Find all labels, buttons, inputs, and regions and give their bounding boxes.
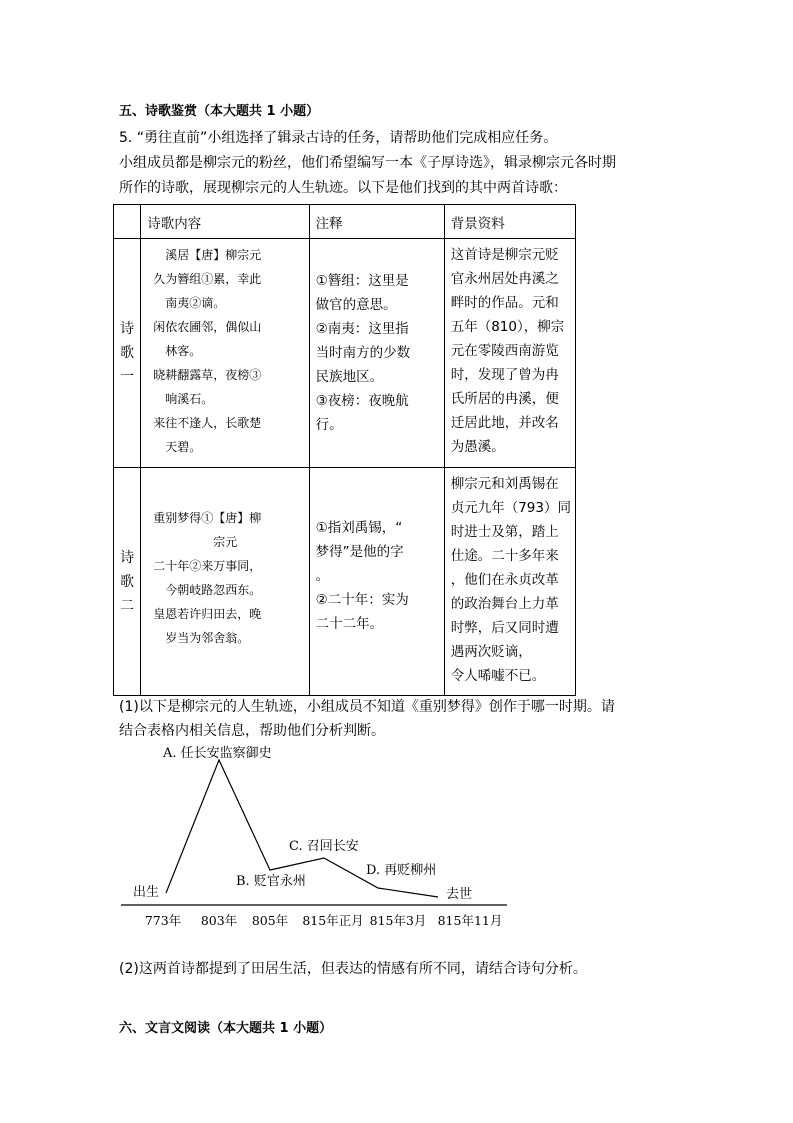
poem1-line: 天碧。 — [165, 440, 202, 454]
section6-title: 六、文言文阅读（本大题共 1 小题） — [119, 1021, 333, 1036]
row1-label-char: 一 — [120, 369, 135, 385]
poem2-line: 二十年②来万事同， — [153, 559, 262, 573]
poem2-bg-line: 遇两次贬谪， — [450, 644, 532, 660]
q5-desc-line2: 所作的诗歌，展现柳宗元的人生轨迹。以下是他们找到的其中两首诗歌： — [119, 180, 567, 196]
poem1-note-line: 做官的意思。 — [315, 297, 397, 313]
q1-line2: 结合表格内相关信息，帮助他们分析判断。 — [119, 723, 385, 739]
row2-label-char: 诗 — [120, 549, 135, 566]
poem2-bg-line: 柳宗元和刘禹锡在 — [450, 476, 559, 492]
point-label: D. 再贬柳州 — [366, 863, 437, 878]
poem1-bg-line: 元在零陵西南游览 — [450, 343, 559, 359]
poem2-note-line: 。 — [315, 568, 330, 584]
q1-line1: (1)以下是柳宗元的人生轨迹，小组成员不知道《重别梦得》创作于哪一时期。请 — [119, 699, 615, 715]
poem2-bg-line: 时进士及第，踏上 — [450, 524, 559, 540]
poem1-bg-line: 畔时的作品。元和 — [450, 295, 559, 311]
poem1-bg-line: 为愚溪。 — [450, 439, 505, 455]
q5-desc-line1: 小组成员都是柳宗元的粉丝，他们希望编写一本《子厚诗选》，辑录柳宗元各时期 — [119, 155, 616, 171]
poem2-bg-line: 仕途。二十多年来 — [450, 548, 559, 564]
poem1-line: 南夷②谪。 — [165, 296, 226, 310]
row2-label-char: 二 — [120, 597, 135, 614]
poem2-note-line: 梦得”是他的字 — [315, 544, 404, 560]
poem2-note-line: ①指刘禹锡，“ — [315, 520, 403, 536]
row2-label-char: 歌 — [120, 573, 135, 590]
poem2-title: 重别梦得①【唐】柳 — [153, 511, 262, 525]
poem1-bg-line: 迁居此地，并改名 — [450, 415, 559, 431]
poem1-line: 响溪石。 — [165, 392, 214, 406]
poem1-line: 久为簪组①累，幸此 — [153, 272, 262, 286]
chart-group — [121, 745, 507, 928]
poem2-bg-line: 的政治舞台上力革 — [450, 596, 559, 612]
poem1-note-line: 当时南方的少数 — [315, 345, 411, 361]
poem1-note-line: ③夜榜：夜晚航 — [315, 393, 409, 409]
x-tick-label: 815年正月 — [302, 913, 364, 928]
x-tick-label: 815年11月 — [437, 913, 503, 928]
poem1-line: 林客。 — [165, 344, 202, 358]
poem1-bg-line: 官永州居处冉溪之 — [450, 271, 559, 287]
header-notes: 注释 — [309, 205, 444, 239]
poem2-line: 岁当为邻舍翁。 — [165, 631, 250, 645]
poem1-line: 闲依农圃邻，偶似山 — [153, 320, 262, 334]
poem1-bg-line: 这首诗是柳宗元贬 — [450, 247, 559, 263]
x-tick-label: 815年3月 — [369, 913, 427, 928]
header-background: 背景资料 — [444, 205, 575, 239]
x-tick-label: 805年 — [251, 913, 289, 928]
poem1-note-line: ①簪组：这里是 — [315, 273, 409, 289]
point-label: C. 召回长安 — [289, 839, 359, 854]
poem2-note-line: ②二十年：实为 — [315, 592, 409, 608]
poem1-bg-line: 五年（810），柳宗 — [450, 319, 565, 335]
poem2-bg-line: 贞元九年（793）同 — [450, 500, 571, 516]
poem1-bg-line: 时，发现了曾为冉 — [450, 367, 559, 383]
header-poem-content: 诗歌内容 — [141, 205, 309, 239]
point-label: A. 任长安监察御史 — [163, 746, 272, 761]
poem2-bg-line: 时弊，后又同时遭 — [450, 620, 559, 636]
poem1-title: 溪居【唐】柳宗元 — [165, 248, 262, 262]
poem2-line: 今朝岐路忽西东。 — [165, 583, 262, 597]
poem2-author: 宗元 — [213, 535, 238, 549]
q2-text: (2)这两首诗都提到了田居生活，但表达的情感有所不同，请结合诗句分析。 — [119, 961, 587, 977]
row1-label-char: 歌 — [120, 345, 135, 361]
x-tick-label: 803年 — [200, 913, 238, 928]
poem2-bg-line: 令人唏嘘不已。 — [450, 668, 546, 684]
row1-label-char: 诗 — [120, 321, 135, 337]
poem1-note-line: ②南夷：这里指 — [315, 321, 409, 337]
poem1-line: 晓耕翻露草，夜榜③ — [153, 368, 262, 382]
section5-title: 五、诗歌鉴赏（本大题共 1 小题） — [119, 104, 320, 119]
poem2-bg-line: ，他们在永贞改革 — [450, 572, 559, 588]
point-label: 去世 — [446, 887, 473, 902]
poem1-note-line: 民族地区。 — [315, 369, 384, 385]
q5-intro: 5. “勇往直前”小组选择了辑录古诗的任务，请帮助他们完成相应任务。 — [119, 130, 558, 146]
poem2-line: 皇恩若许归田去，晚 — [153, 607, 262, 621]
poem2-note-line: 二十二年。 — [315, 616, 384, 632]
x-tick-label: 773年 — [144, 913, 182, 928]
poem1-line: 来往不逢人，长歌楚 — [153, 416, 262, 430]
point-label: 出生 — [133, 885, 160, 900]
point-label: B. 贬官永州 — [236, 874, 306, 889]
poem1-bg-line: 氏所居的冉溪，便 — [450, 391, 559, 407]
poem1-note-line: 行。 — [315, 417, 343, 433]
